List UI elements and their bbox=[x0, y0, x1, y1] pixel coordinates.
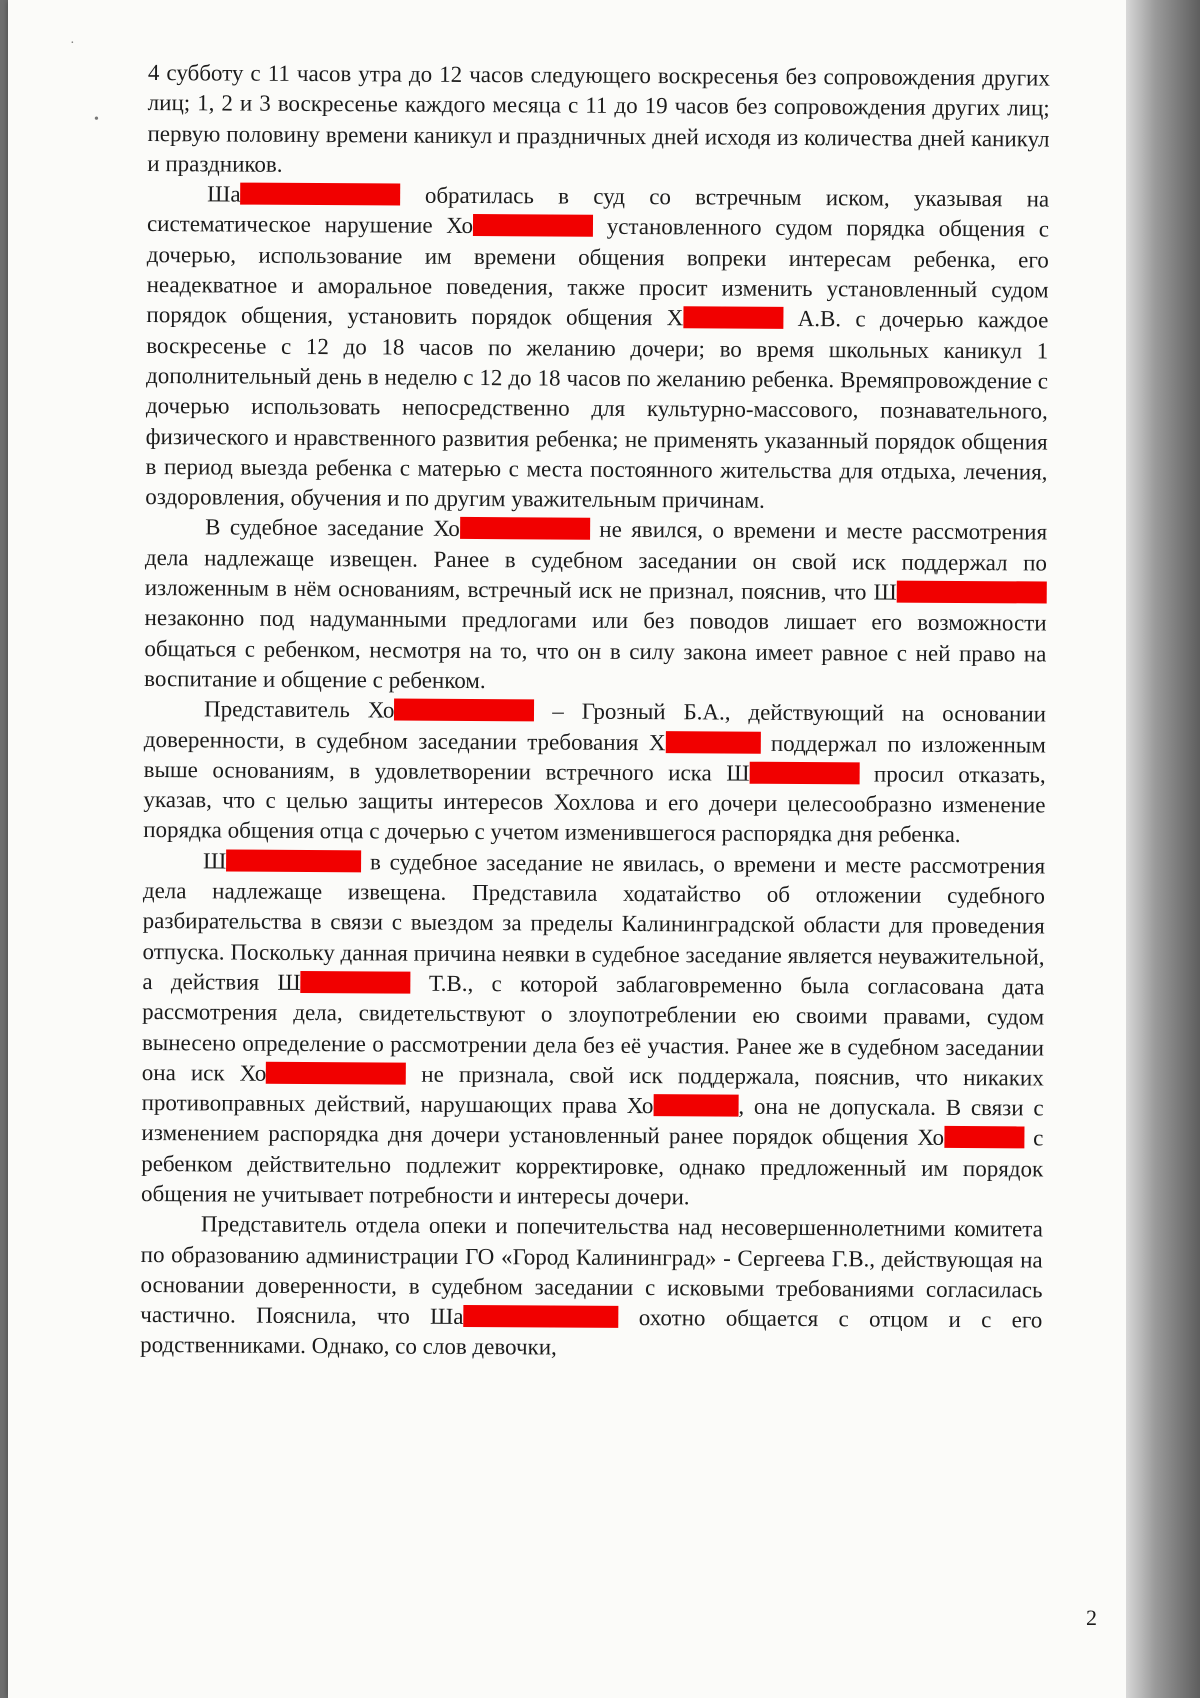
paragraph-text: просил отказать, указав, что с целью защиты интересов Хохлова и его дочери целесообразно изменение порядка общения отца с дочерью с учетом изменившегося распорядка дня ребенка. bbox=[143, 761, 1046, 848]
redaction-mark bbox=[944, 1126, 1024, 1148]
redaction-mark bbox=[683, 307, 783, 330]
paragraph bbox=[143, 694, 1046, 851]
redaction-mark bbox=[473, 214, 593, 237]
page-number: 2 bbox=[1086, 1605, 1097, 1630]
paragraph-text: А.В. с дочерью каждое воскресенье с 12 до 18 часов по желанию дочери; во время школьных каникул 1 дополнительный день в неделю с 12 до 18 часов по желанию ребенка. Времяпровождение с дочерью использовать непосредственно для культурно-массового, познавательного, физического и нравственного развития ребенка; не применять указанный порядок общения в период выезда ребенка с матерью с места постоянного жительства для отдыха, лечения, оздоровления, обучения и по другим уважительным причинам. bbox=[145, 306, 1049, 513]
paragraph-text: в судебное заседание не явилась, о времени и месте рассмотрения дела надлежаще извещена. Представила ходатайство об отложении судебного разбирательства в связи с выездом за пределы Калининградской области для проведения отпуска. Поскольку данная причина неявки в судебное заседание является неуважительной, а действия Ш bbox=[142, 849, 1046, 995]
document-page bbox=[8, 0, 1126, 1698]
redaction-mark bbox=[241, 183, 401, 206]
scan-background-edge bbox=[1126, 0, 1200, 1698]
paragraph-text: с ребенком действительно подлежит корректировке, однако предложенный им порядок общения не учитывает потребности и интересы дочери. bbox=[140, 1125, 1044, 1210]
paragraph-text: Представитель отдела опеки и попечительства над несовершеннолетними комитета по образованию администрации ГО «Город Калининград» - Сергеева Г.В., действующая на основании доверенности, в судебном заседании с исковыми требованиями согласилась частично. Пояснила, что Ша bbox=[140, 1211, 1043, 1330]
paragraph-text: установленного судом порядка общения с дочерью, использование им времени общения вопреки интересам ребенка, его неадекватное и аморальное поведения, также просит изменить установленный судом порядок общения, установить порядок общения Х bbox=[146, 214, 1050, 331]
paragraph-text: охотно общается с отцом и с его родственниками. Однако, со слов девочки, bbox=[140, 1305, 1043, 1360]
redaction-mark bbox=[463, 1305, 618, 1328]
paragraph bbox=[145, 179, 1049, 518]
redaction-mark bbox=[226, 849, 361, 872]
redaction-mark bbox=[665, 731, 760, 754]
paragraph-text: незаконно под надуманными предлогами или без поводов лишает его возможности общаться с ребенком, несмотря на то, что он в силу закона имеет равное с ней право на воспитание и общение с ребенком. bbox=[144, 605, 1047, 694]
paragraph-text: обратилась в суд со встречным иском, указывая на систематическое нарушение Хо bbox=[146, 182, 1050, 239]
redaction-mark bbox=[394, 699, 534, 722]
redaction-mark bbox=[460, 517, 590, 540]
paragraph bbox=[144, 512, 1047, 699]
scan-speck: · bbox=[70, 36, 75, 51]
paragraph-text: не явился, о времени и месте рассмотрения дела надлежаще извещен. Ранее в судебном заседании он свой иск поддержал по изложенным в нём основаниям, встречный иск не признал, пояснив, что Ш bbox=[144, 517, 1048, 605]
paragraph-text: В судебное заседание Хо bbox=[205, 514, 460, 542]
document-body bbox=[140, 58, 1050, 1366]
paragraph-text: 4 субботу с 11 часов утра до 12 часов следующего воскресенья без сопровождения других лиц; 1, 2 и 3 воскресенье каждого месяца с 11 до 19 часов без сопровождения других лиц; первую половину времени каникул и праздничных дней исходя из количества дней каникул и праздников. bbox=[147, 59, 1050, 177]
paragraph-text: Представитель Хо bbox=[203, 696, 395, 723]
redaction-mark bbox=[749, 762, 859, 785]
paragraph bbox=[141, 846, 1045, 1215]
paragraph-text: не признала, свой иск поддержала, пояснив, что никаких противоправных действий, нарушающих права Хо bbox=[141, 1061, 1044, 1119]
paragraph bbox=[147, 58, 1050, 185]
paragraph-text: , она не допускала. В связи с изменением распорядка дня дочери установленный ранее порядок общения Хо bbox=[141, 1093, 1044, 1151]
redaction-mark bbox=[301, 971, 411, 994]
scan-speck: • bbox=[94, 112, 99, 127]
paragraph-text: Т.В., с которой заблаговременно была согласована дата рассмотрения дела, свидетельствуют о злоупотреблении ею своими правами, судом вынесено определение о рассмотрении дела без её участия. Ранее же в судебном заседании она иск Хо bbox=[141, 970, 1045, 1086]
paragraph-text: Ш bbox=[203, 848, 227, 874]
paragraph-text: поддержал по изложенным выше основаниям, в удовлетворении встречного иска Ш bbox=[143, 730, 1046, 786]
paragraph-text: Ша bbox=[207, 181, 241, 207]
paragraph bbox=[140, 1209, 1043, 1366]
redaction-mark bbox=[897, 581, 1047, 604]
redaction-mark bbox=[653, 1094, 738, 1117]
paragraph-text: – Грозный Б.А., действующий на основании доверенности, в судебном заседании требования Х bbox=[143, 698, 1047, 755]
redaction-mark bbox=[266, 1062, 406, 1085]
